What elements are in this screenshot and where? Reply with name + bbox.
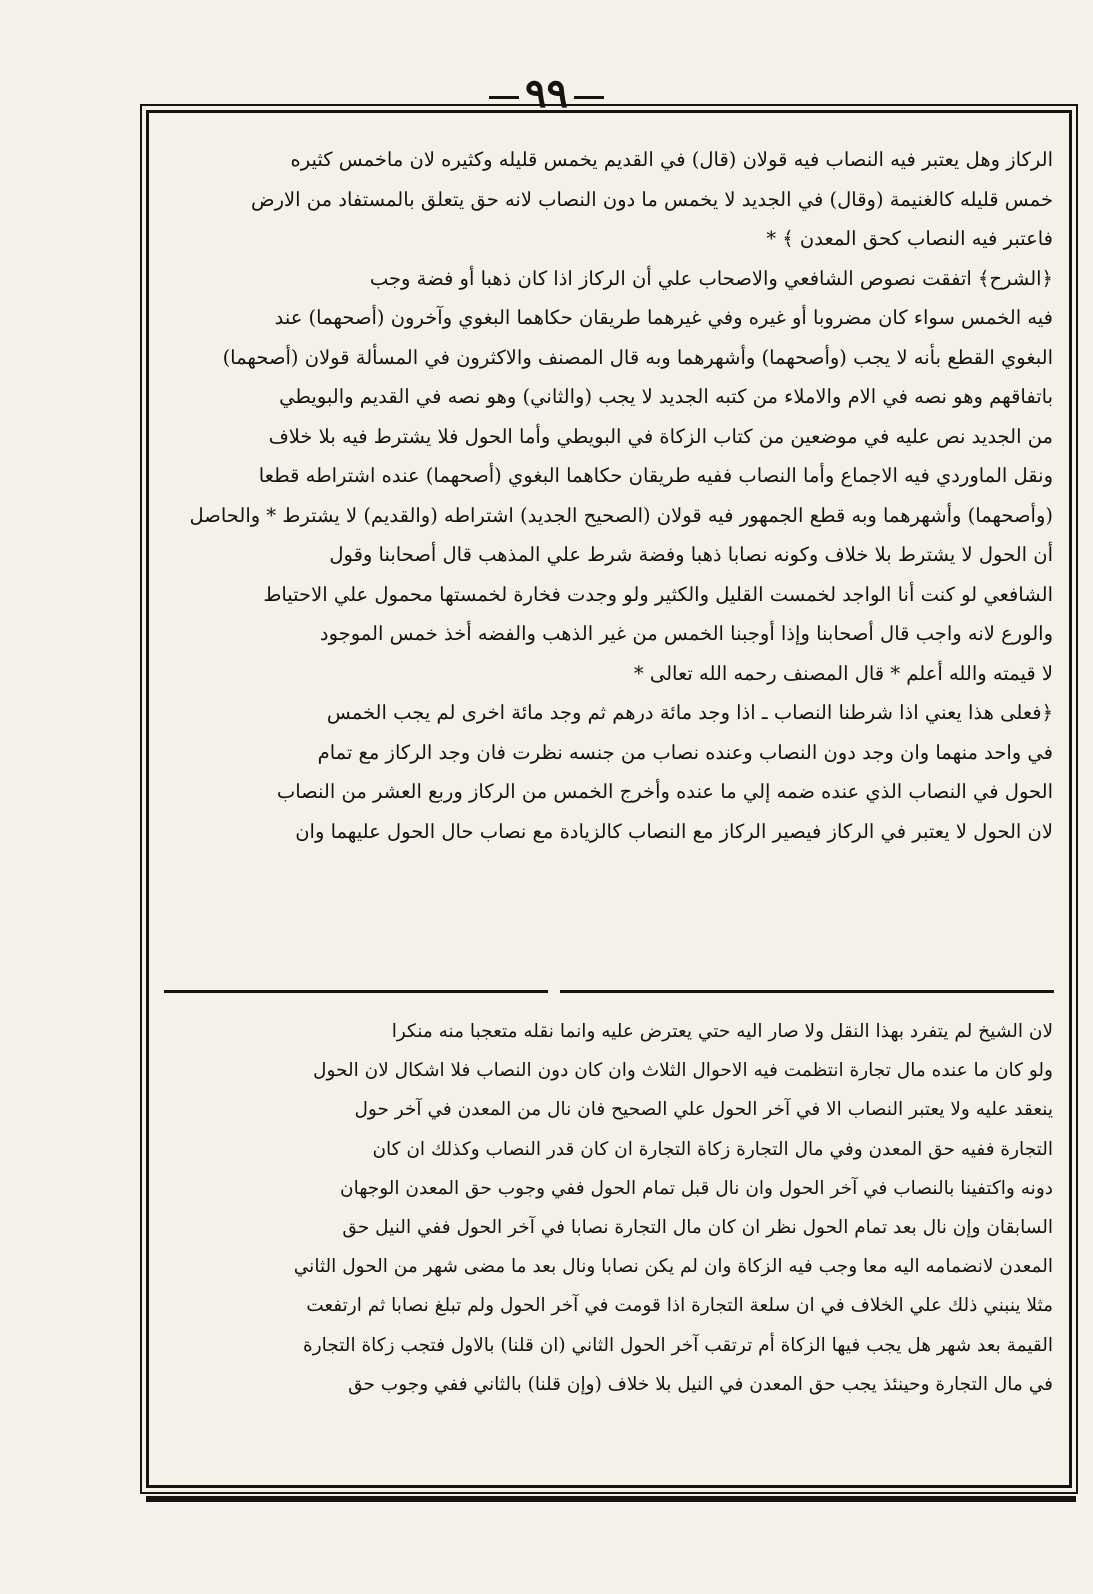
text-line: باتفاقهم وهو نصه في الام والاملاء من كتبه الجديد لا يجب (والثاني) وهو نصه في القديم والبويطي [279,385,1053,408]
footnote-line: في مال التجارة وحينئذ يجب حق المعدن في النيل بلا خلاف (وإن قلنا) بالثاني ففي وجوب حق [348,1373,1053,1395]
text-line: ونقل الماوردي فيه الاجماع وأما النصاب ففيه طريقان حكاهما البغوي (أصحهما) عنده اشتراطه قطعا [258,464,1053,487]
footnote-line: المعدن لانضمامه اليه معا وجب فيه الزكاة وان لم يكن نصابا ونال بعد ما مضى شهر من الحول الثاني [293,1256,1053,1278]
divider-segment [164,990,548,993]
text-line: الحول في النصاب الذي عنده ضمه إلي ما عنده وأخرج الخمس من الركاز وربع العشر من النصاب [276,780,1053,803]
footnote-divider [164,990,1054,996]
footnote-line: دونه واكتفينا بالنصاب في آخر الحول وان نال قبل تمام الحول ففي وجوب حق المعدن الوجهان [340,1177,1053,1199]
page-number-dash-left [489,96,519,99]
text-line: الشافعي لو كنت أنا الواجد لخمست القليل والكثير ولو وجدت فخارة لخمستها محمول علي الاحتياط [263,582,1053,606]
commentary-text [173,140,1053,851]
footnote-line: القيمة بعد شهر هل يجب فيها الزكاة أم ترتقب آخر الحول الثاني (ان قلنا) بالاول فتجب زكاة التجارة [303,1334,1053,1356]
footnote-line: السابقان وإن نال بعد تمام الحول نظر ان كان مال التجارة نصابا في آخر الحول ففي النيل حق [342,1217,1053,1239]
footnote-text [173,1012,1053,1404]
footnote-line: التجارة ففيه حق المعدن وفي مال التجارة زكاة التجارة ان كان قدر النصاب وكذلك ان كان [372,1138,1053,1160]
text-line: ﴿الشرح﴾ اتفقت نصوص الشافعي والاصحاب علي أن الركاز اذا كان ذهبا أو فضة وجب [369,266,1053,290]
frame-bottom-rule [146,1496,1076,1502]
footnote-line: مثلا ينبني ذلك علي الخلاف في ان سلعة التجارة اذا قومت في آخر الحول ولم تبلغ نصابا ثم ارتفعت [306,1295,1053,1317]
footnote-line: ينعقد عليه ولا يعتبر النصاب الا في آخر الحول علي الصحيح فان نال من المعدن في آخر حول [354,1099,1053,1121]
text-line: لان الحول لا يعتبر في الركاز فيصير الركاز مع النصاب كالزيادة مع نصاب حال الحول عليهما وان [295,819,1053,843]
page-number: ٩٩ [525,70,568,117]
divider-segment [560,990,1054,993]
text-line: لا قيمته والله أعلم * قال المصنف رحمه الله تعالى * [633,661,1053,685]
text-line: من الجديد نص عليه في موضعين من كتاب الزكاة في البويطي وأما الحول فلا يشترط فيه بلا خلاف [268,424,1053,448]
text-line: أن الحول لا يشترط بلا خلاف وكونه نصابا ذهبا وفضة شرط علي المذهب قال أصحابنا وقول [329,543,1053,566]
footnote-line: لان الشيخ لم يتفرد بهذا النقل ولا صار اليه حتي يعترض عليه وانما نقله متعجبا منه منكرا [391,1021,1053,1042]
text-line: فيه الخمس سواء كان مضروبا أو غيره وفي غيرهما طريقان حكاهما البغوي وآخرون (أصحهما) عند [274,306,1053,329]
text-line: (وأصحهما) وأشهرهما وبه قطع الجمهور فيه قولان (الصحيح الجديد) اشتراطه (والقديم) لا يشترط * والحاصل [189,503,1053,527]
text-line: في واحد منهما وان وجد دون النصاب وعنده نصاب من جنسه نظرت فان وجد الركاز مع تمام [317,740,1053,764]
footnote-line: ولو كان ما عنده مال تجارة انتظمت فيه الاحوال الثلاث وان كان دون النصاب فلا اشكال لان الحول [313,1060,1053,1082]
text-line: والورع لانه واجب قال أصحابنا وإذا أوجبنا الخمس من غير الذهب والفضه أخذ خمس الموجود [319,622,1053,645]
text-line: خمس قليله كالغنيمة (وقال) في الجديد لا يخمس ما دون النصاب لانه حق يتعلق بالمستفاد من الارض [251,187,1053,211]
page-number-dash-right [574,96,604,99]
text-line: الركاز وهل يعتبر فيه النصاب فيه قولان (قال) في القديم يخمس قليله وكثيره لان ماخمس كثيره [290,148,1053,171]
text-line: البغوي القطع بأنه لا يجب (وأصحهما) وأشهرهما وبه قال المصنف والاكثرون في المسألة قولان (أصحهما) [222,345,1053,369]
text-line: ﴿فعلى هذا يعني اذا شرطنا النصاب ـ اذا وجد مائة درهم ثم وجد مائة اخرى لم يجب الخمس [326,701,1053,724]
text-line: فاعتبر فيه النصاب كحق المعدن ﴾ * [766,227,1053,250]
